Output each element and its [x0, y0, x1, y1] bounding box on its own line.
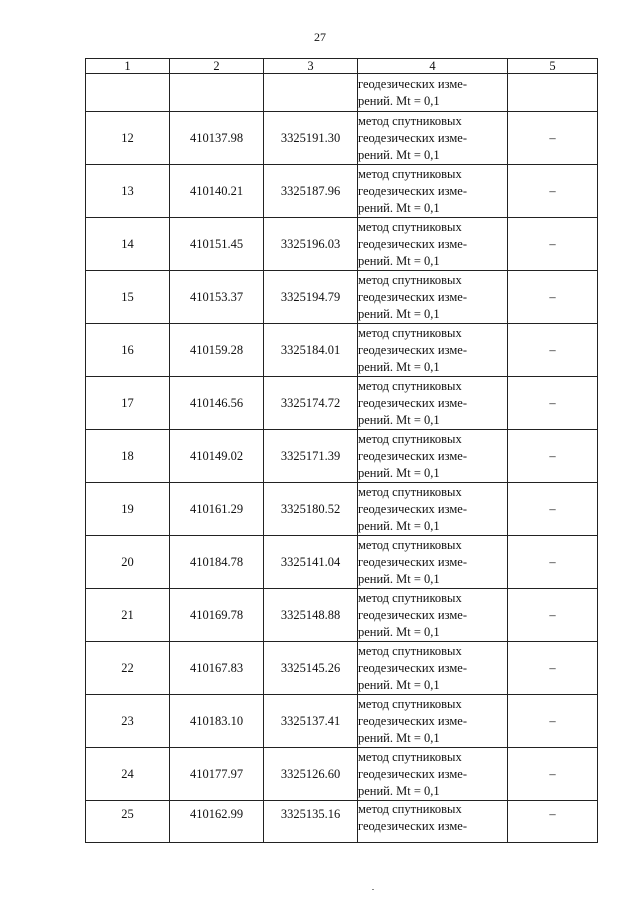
table-row — [86, 483, 598, 536]
y-coordinate-cell: 3325196.03 — [264, 218, 358, 271]
column-header-1: 1 — [86, 59, 170, 74]
note-cell: – — [508, 377, 598, 430]
y-coordinate-cell: 3325191.30 — [264, 112, 358, 165]
point-number-cell: 20 — [86, 536, 170, 589]
point-number-cell: 21 — [86, 589, 170, 642]
x-coordinate-cell: 410162.99 — [170, 801, 264, 843]
column-header-5: 5 — [508, 59, 598, 74]
x-coordinate-cell: 410140.21 — [170, 165, 264, 218]
y-coordinate-cell: 3325174.72 — [264, 377, 358, 430]
point-number-cell: 16 — [86, 324, 170, 377]
x-coordinate-cell: 410184.78 — [170, 536, 264, 589]
method-cell: метод спутниковых геодезических изме- рений. Mt = 0,1 — [358, 218, 508, 271]
note-cell: – — [508, 748, 598, 801]
y-coordinate-cell — [264, 74, 358, 112]
y-coordinate-cell: 3325141.04 — [264, 536, 358, 589]
column-header-2: 2 — [170, 59, 264, 74]
method-cell: метод спутниковых геодезических изме- рений. Mt = 0,1 — [358, 536, 508, 589]
point-number-cell: 12 — [86, 112, 170, 165]
note-cell: – — [508, 430, 598, 483]
note-cell: – — [508, 218, 598, 271]
point-number-cell — [86, 74, 170, 112]
method-cell: метод спутниковых геодезических изме- рений. Mt = 0,1 — [358, 165, 508, 218]
table-row — [86, 695, 598, 748]
point-number-cell: 18 — [86, 430, 170, 483]
point-number-cell: 13 — [86, 165, 170, 218]
point-number-cell: 22 — [86, 642, 170, 695]
method-cell: метод спутниковых геодезических изме- рений. Mt = 0,1 — [358, 112, 508, 165]
point-number-cell: 14 — [86, 218, 170, 271]
y-coordinate-cell: 3325137.41 — [264, 695, 358, 748]
table-row — [86, 218, 598, 271]
x-coordinate-cell: 410159.28 — [170, 324, 264, 377]
point-number-cell: 25 — [86, 801, 170, 843]
y-coordinate-cell: 3325184.01 — [264, 324, 358, 377]
note-cell: – — [508, 271, 598, 324]
table-row — [86, 748, 598, 801]
x-coordinate-cell: 410151.45 — [170, 218, 264, 271]
table-row — [86, 271, 598, 324]
y-coordinate-cell: 3325148.88 — [264, 589, 358, 642]
point-number-cell: 24 — [86, 748, 170, 801]
point-number-cell: 19 — [86, 483, 170, 536]
note-cell: – — [508, 165, 598, 218]
y-coordinate-cell: 3325187.96 — [264, 165, 358, 218]
method-cell: метод спутниковых геодезических изме- рений. Mt = 0,1 — [358, 324, 508, 377]
table-row — [86, 536, 598, 589]
method-cell: геодезических изме- рений. Mt = 0,1 — [358, 74, 508, 112]
scan-speck — [372, 889, 374, 890]
table-row — [86, 324, 598, 377]
note-cell: – — [508, 324, 598, 377]
table-header-row — [86, 59, 598, 74]
note-cell: – — [508, 801, 598, 843]
note-cell: – — [508, 483, 598, 536]
point-number-cell: 15 — [86, 271, 170, 324]
note-cell — [508, 74, 598, 112]
method-cell: метод спутниковых геодезических изме- рений. Mt = 0,1 — [358, 430, 508, 483]
x-coordinate-cell: 410146.56 — [170, 377, 264, 430]
table-row — [86, 589, 598, 642]
coordinates-table — [85, 58, 598, 843]
method-cell: метод спутниковых геодезических изме- рений. Mt = 0,1 — [358, 642, 508, 695]
y-coordinate-cell: 3325126.60 — [264, 748, 358, 801]
x-coordinate-cell: 410167.83 — [170, 642, 264, 695]
y-coordinate-cell: 3325135.16 — [264, 801, 358, 843]
table-row — [86, 165, 598, 218]
x-coordinate-cell: 410149.02 — [170, 430, 264, 483]
page-number: 27 — [314, 30, 326, 44]
table-row — [86, 642, 598, 695]
method-cell: метод спутниковых геодезических изме- рений. Mt = 0,1 — [358, 589, 508, 642]
method-cell: метод спутниковых геодезических изме- рений. Mt = 0,1 — [358, 748, 508, 801]
note-cell: – — [508, 536, 598, 589]
point-number-cell: 23 — [86, 695, 170, 748]
y-coordinate-cell: 3325194.79 — [264, 271, 358, 324]
x-coordinate-cell: 410169.78 — [170, 589, 264, 642]
x-coordinate-cell — [170, 74, 264, 112]
method-cell: метод спутниковых геодезических изме- рений. Mt = 0,1 — [358, 271, 508, 324]
column-header-4: 4 — [358, 59, 508, 74]
method-cell: метод спутниковых геодезических изме- рений. Mt = 0,1 — [358, 695, 508, 748]
y-coordinate-cell: 3325145.26 — [264, 642, 358, 695]
table-row-partial — [86, 801, 598, 843]
x-coordinate-cell: 410161.29 — [170, 483, 264, 536]
note-cell: – — [508, 589, 598, 642]
y-coordinate-cell: 3325171.39 — [264, 430, 358, 483]
x-coordinate-cell: 410153.37 — [170, 271, 264, 324]
note-cell: – — [508, 695, 598, 748]
note-cell: – — [508, 112, 598, 165]
x-coordinate-cell: 410137.98 — [170, 112, 264, 165]
column-header-3: 3 — [264, 59, 358, 74]
note-cell: – — [508, 642, 598, 695]
x-coordinate-cell: 410177.97 — [170, 748, 264, 801]
method-cell: метод спутниковых геодезических изме- рений. Mt = 0,1 — [358, 377, 508, 430]
y-coordinate-cell: 3325180.52 — [264, 483, 358, 536]
point-number-cell: 17 — [86, 377, 170, 430]
table-row-continued — [86, 74, 598, 112]
table-row — [86, 430, 598, 483]
method-cell: метод спутниковых геодезических изме- рений. Mt = 0,1 — [358, 483, 508, 536]
x-coordinate-cell: 410183.10 — [170, 695, 264, 748]
table-row — [86, 377, 598, 430]
method-cell: метод спутниковых геодезических изме- — [358, 801, 508, 843]
table-row — [86, 112, 598, 165]
